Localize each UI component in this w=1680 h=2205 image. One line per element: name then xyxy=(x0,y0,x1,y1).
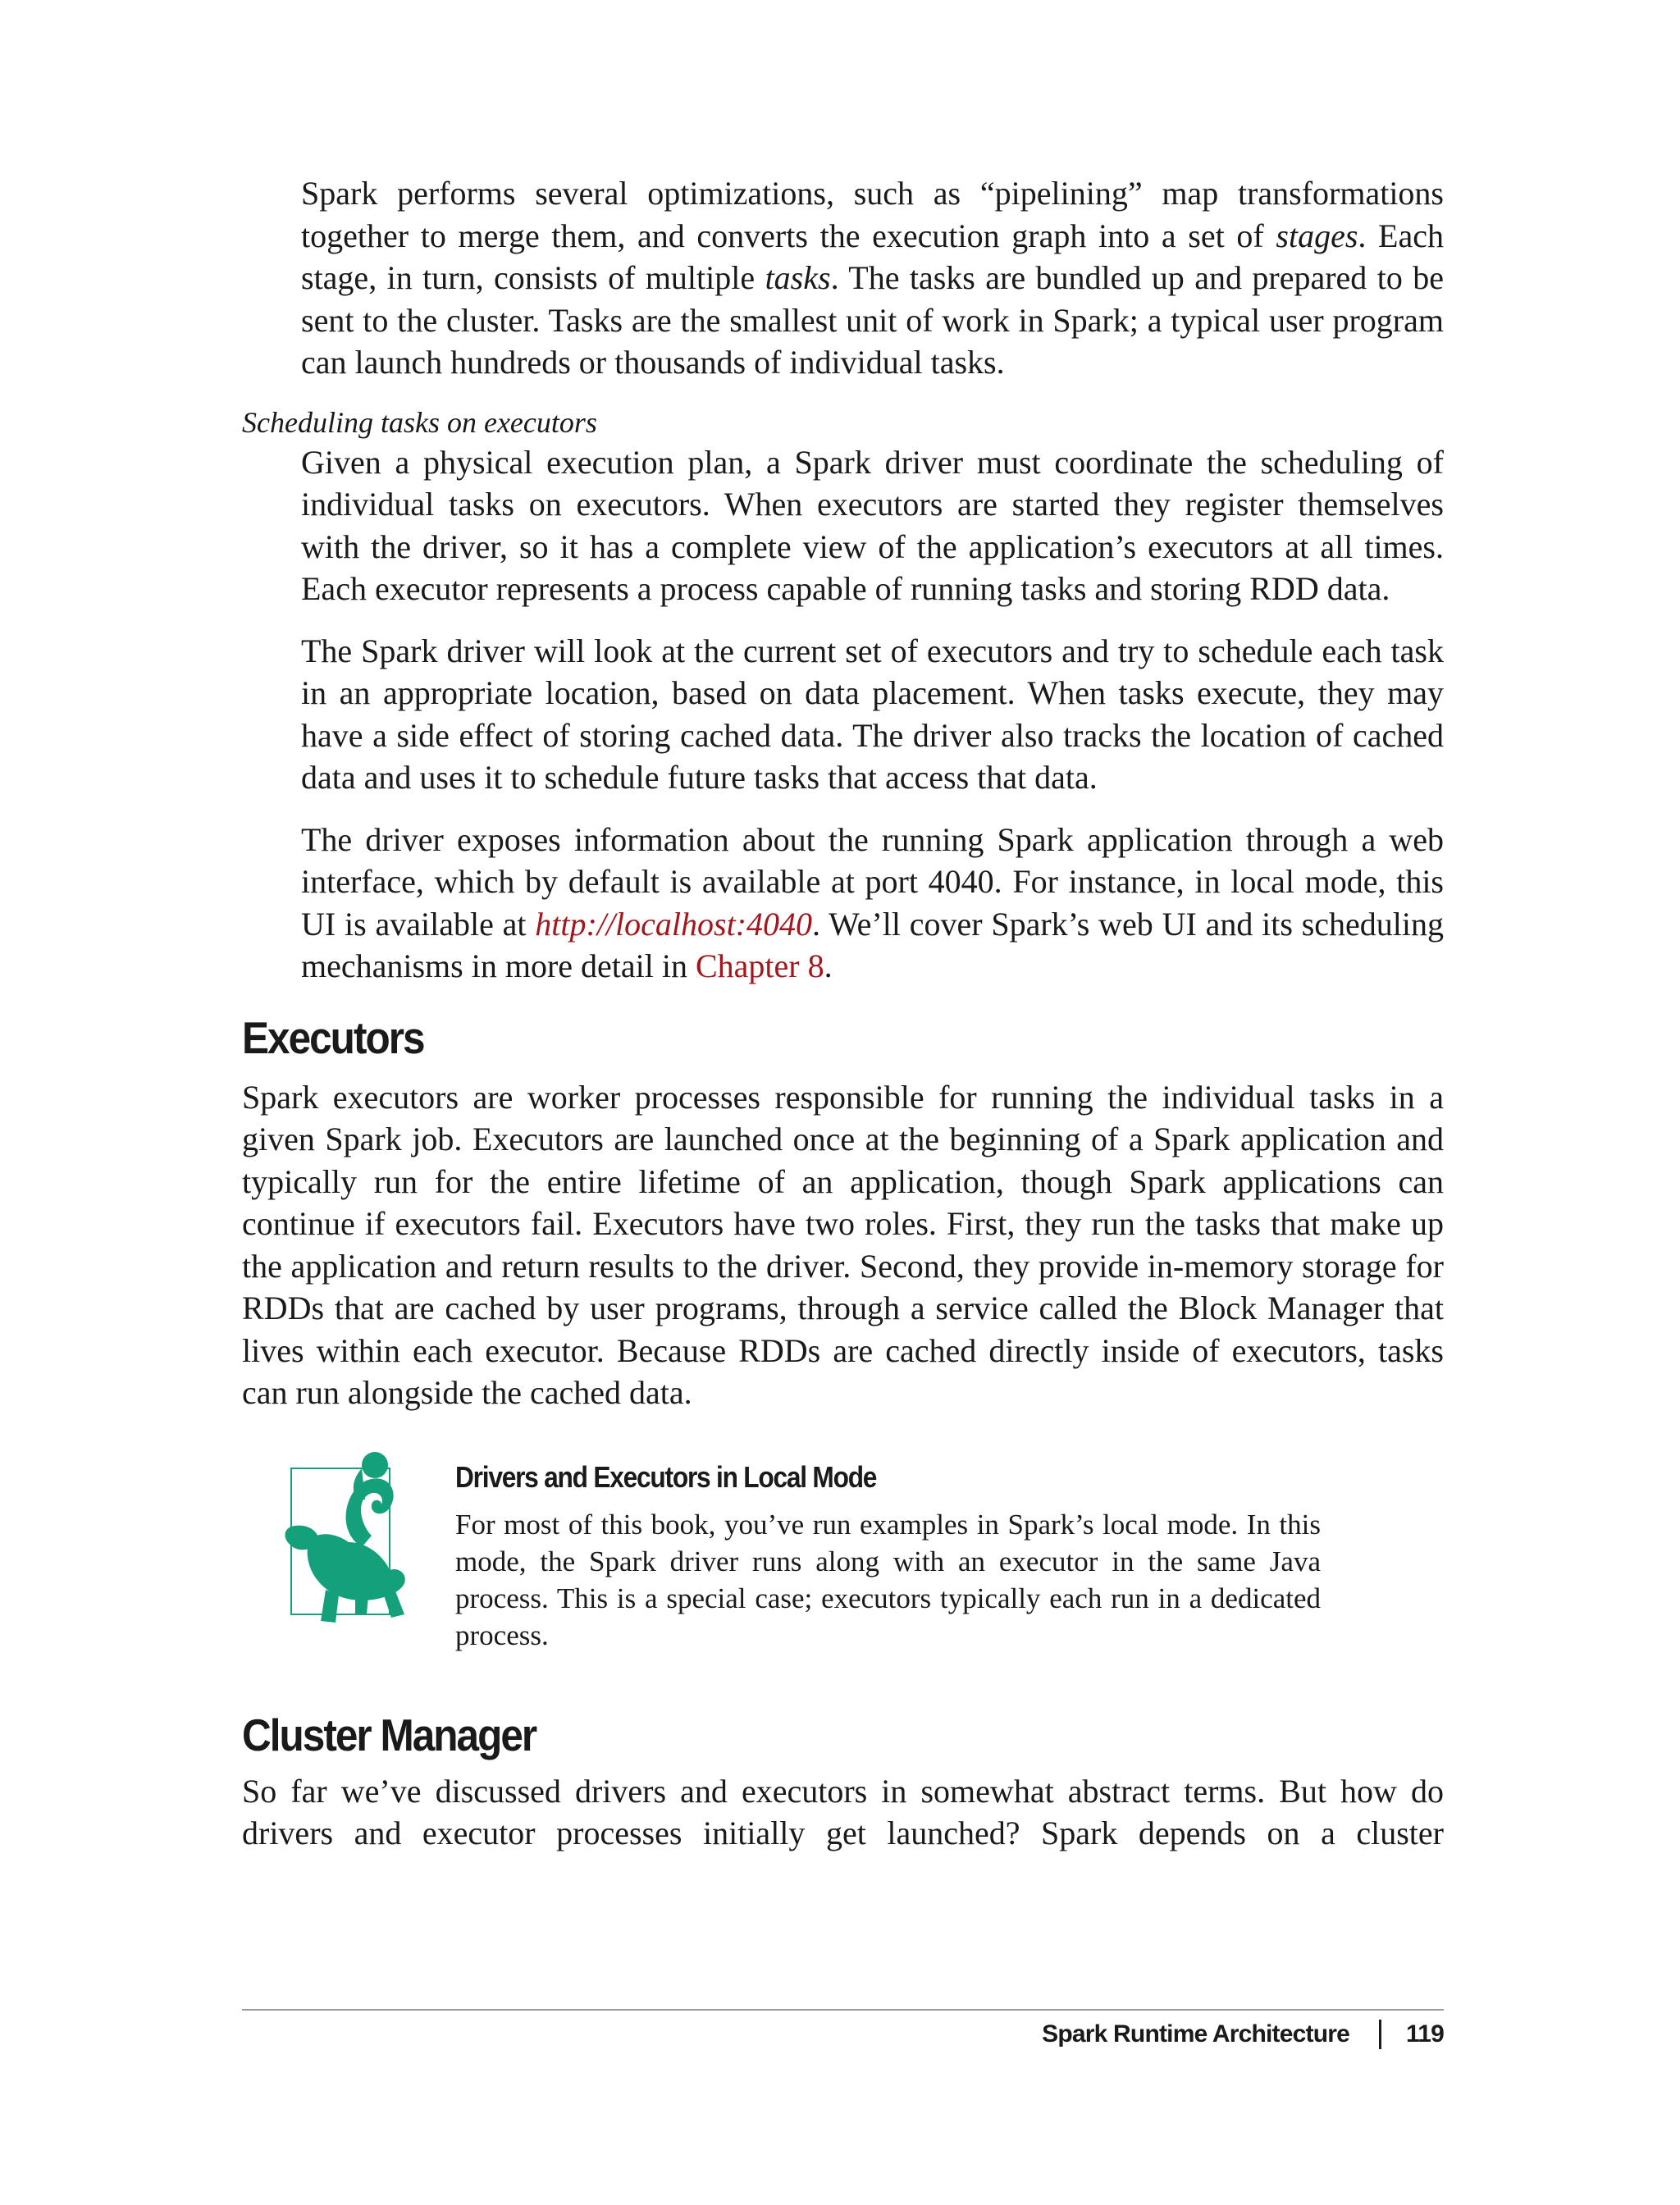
text-run: . xyxy=(824,947,833,984)
note-body xyxy=(455,1459,1321,1654)
paragraph-cluster-manager: So far we’ve discussed drivers and executors in somewhat abstract terms. But how do drivers and executor processes initially get launched? Spark depends on a cluster xyxy=(242,1772,1444,1851)
heading-executors: Executors xyxy=(242,1011,424,1063)
emphasis-tasks: tasks xyxy=(765,259,831,296)
paragraph-scheduling: Given a physical execution plan, a Spark driver must coordinate the scheduling of individual tasks on executors. When executors are started they register themselves with the driver, so it has a complete view of the application’s executors at all times. Each executor represents a process capable of running tasks and storing RDD data. xyxy=(301,443,1444,607)
paragraph-placement: The Spark driver will look at the current set of executors and try to schedule each task in an appropriate location, based on data placement. When tasks execute, they may have a side effect of storing cached data. The driver also tracks the location of cached data and uses it to schedule future tasks that access that data. xyxy=(301,632,1444,796)
term-scheduling-tasks: Scheduling tasks on executors xyxy=(242,405,597,439)
paragraph-optimizations xyxy=(301,172,1444,384)
page-content xyxy=(242,172,1444,1855)
page-number: 119 xyxy=(1406,2020,1444,2048)
note-title: Drivers and Executors in Local Mode xyxy=(455,1459,877,1494)
heading-cluster-manager: Cluster Manager xyxy=(242,1709,536,1760)
lemur-icon xyxy=(276,1450,416,1639)
emphasis-stages: stages xyxy=(1276,217,1358,254)
footer-separator xyxy=(1379,2020,1381,2049)
paragraph-executors: Spark executors are worker processes responsible for running the individual tasks in a given Spark job. Executors are launched once at the beginning of a Spark application and typically run for the entire lifetime of an application, though Spark applications can continue if executors fail. Executors have two roles. First, they run the tasks that make up the application and return results to the driver. Second, they provide in-memory storage for RDDs that are cached by user programs, through a service called the Block Manager that lives within each executor. Because RDDs are cached directly inside of executors, tasks can run alongside the cached data. xyxy=(242,1078,1444,1411)
note-text: For most of this book, you’ve run examples in Spark’s local mode. In this mode, the Spark driver runs along with an executor in the same Java process. This is a special case; executors typically each run in a dedicated process. xyxy=(455,1508,1321,1651)
note-box xyxy=(242,1450,1444,1688)
footer-rule xyxy=(242,2009,1444,2011)
text-run: . We’ll cover Spark’s web UI and its scheduling mechanisms in more detail in xyxy=(301,905,1444,984)
localhost-link[interactable]: http://localhost:4040 xyxy=(535,905,813,943)
chapter-8-link[interactable]: Chapter 8 xyxy=(696,947,824,984)
text-run: The driver exposes information about the running Spark application through a web interface, which by default is available at port 4040. For instance, in local mode, this UI is available at xyxy=(301,820,1444,943)
text-run: . The tasks are bundled up and prepared to be sent to the cluster. Tasks are the smallest unit of work in Spark; a typical user program can launch hundreds or thousands of individual tasks. xyxy=(301,259,1444,381)
page-footer xyxy=(1042,2020,1444,2049)
paragraph-web-ui xyxy=(301,819,1444,988)
text-run: Spark performs several optimizations, such as “pipelining” map transformations together to merge them, and converts the execution graph into a set of xyxy=(301,175,1444,254)
text-run: . Each stage, in turn, consists of multiple xyxy=(301,217,1444,296)
footer-section-title: Spark Runtime Architecture xyxy=(1042,2020,1349,2048)
